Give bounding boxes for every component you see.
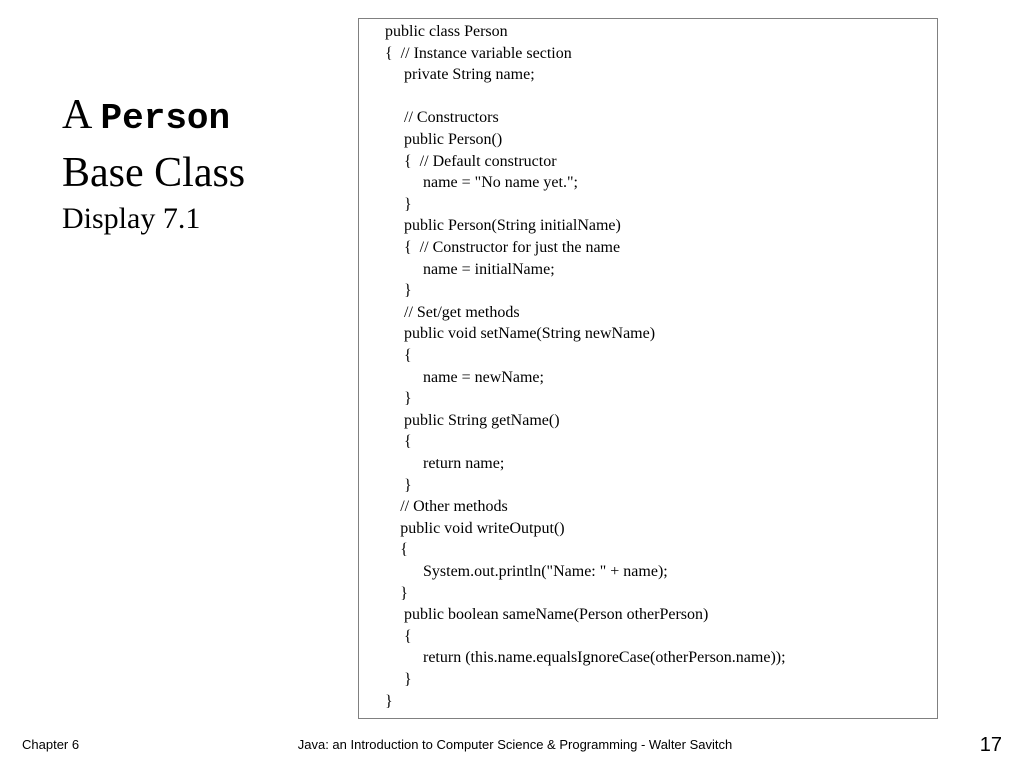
slide-title [62, 88, 245, 238]
title-prefix: A [62, 92, 91, 138]
code-line: public Person() [404, 131, 503, 148]
code-line: { [404, 433, 412, 451]
code-line: public boolean sameName(Person otherPerson) [404, 606, 709, 624]
code-line: { [400, 541, 408, 559]
code-listing-box [358, 18, 938, 719]
code-line: name = newName; [423, 368, 544, 386]
code-line: } [404, 390, 412, 408]
code-line: name = "No name yet."; [423, 174, 578, 192]
code-line: } [404, 282, 412, 300]
code-line: { // Constructor for just the name [404, 239, 621, 256]
footer-page-number: 17 [979, 734, 1002, 756]
code-line: public String getName() [404, 411, 560, 429]
code-line: } [404, 671, 412, 688]
code-line: return (this.name.equalsIgnoreCase(otherPerson.name)); [423, 649, 786, 667]
code-line: private String name; [404, 66, 535, 84]
code-line: public Person(String initialName) [404, 217, 621, 235]
code-line: } [400, 584, 408, 602]
code-line: public void writeOutput() [400, 519, 565, 537]
code-line: } [404, 476, 412, 494]
code-line: return name; [423, 455, 505, 472]
code-line: public void setName(String newName) [404, 325, 656, 343]
code-line: // Constructors [404, 109, 499, 127]
code-line: name = initialName; [423, 260, 555, 278]
code-line: } [385, 692, 393, 710]
code-line: { [404, 627, 412, 645]
code-line: public class Person [385, 23, 508, 40]
code-line: System.out.println("Name: " + name); [423, 563, 668, 580]
code-line: } [404, 195, 412, 213]
title-display-number: Display 7.1 [62, 202, 201, 235]
code-line: { // Instance variable section [385, 44, 572, 62]
code-line: { [404, 347, 412, 364]
code-line: // Set/get methods [404, 303, 520, 321]
footer-book-title: Java: an Introduction to Computer Science & Programming - Walter Savitch [297, 737, 733, 752]
title-line-2: Base Class [62, 150, 246, 196]
footer-chapter: Chapter 6 [22, 737, 80, 752]
title-line-1 [62, 88, 245, 146]
code-line: { // Default constructor [404, 152, 557, 170]
code-line: // Other methods [400, 498, 508, 516]
title-class-name: Person [100, 98, 231, 139]
